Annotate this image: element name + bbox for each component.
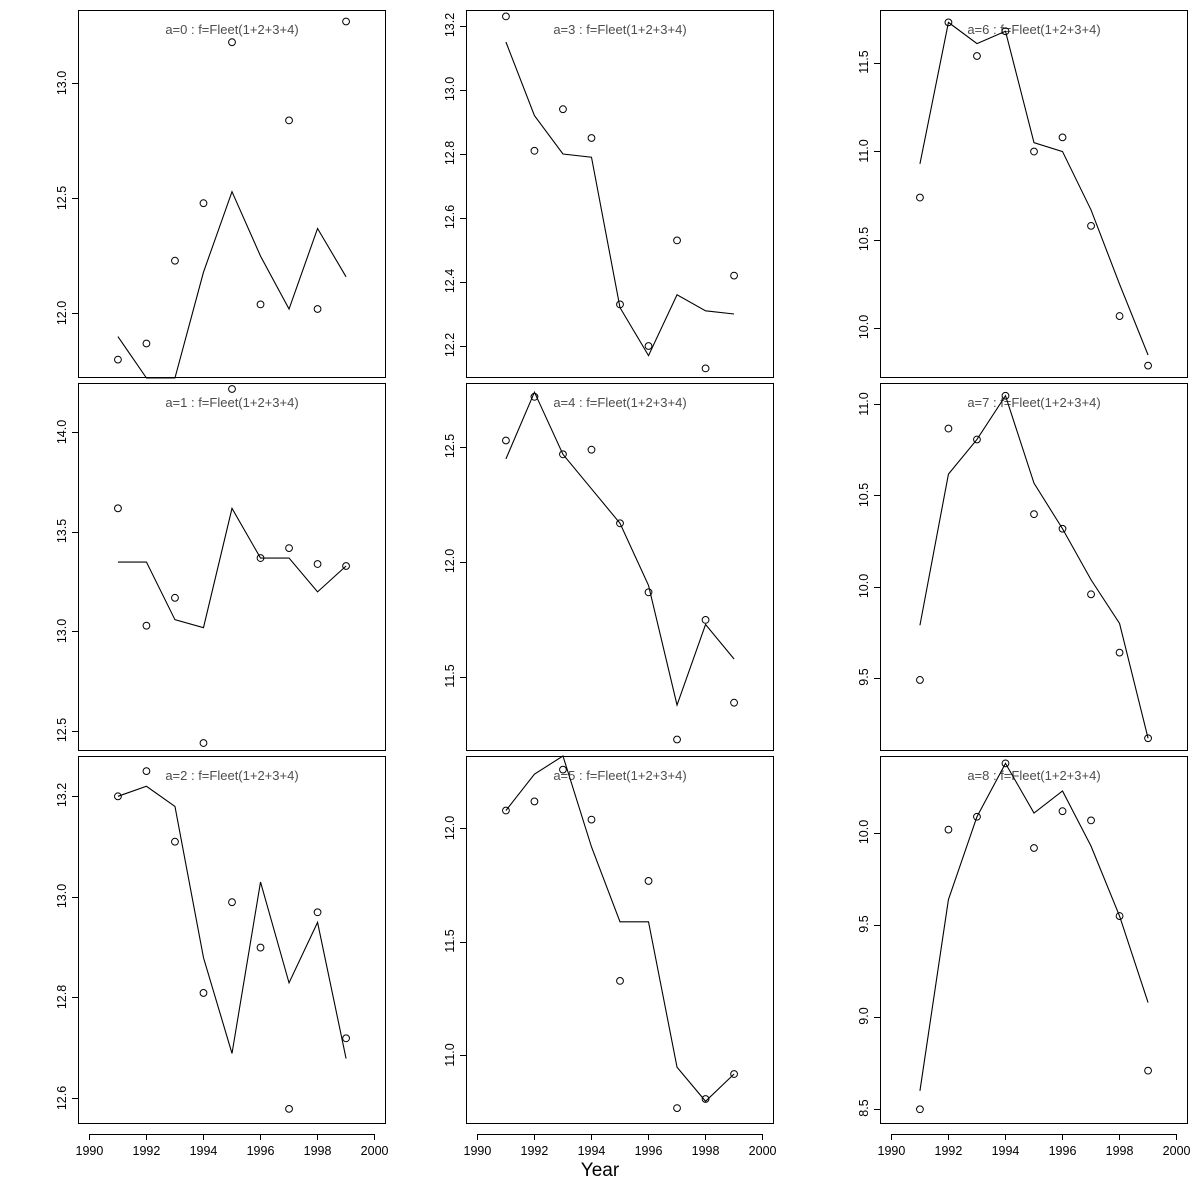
y-tick-label: 11.5 — [443, 664, 457, 689]
y-tick-label: 13.5 — [55, 519, 69, 544]
x-tick-label: 1992 — [934, 1144, 963, 1158]
x-tick-label: 1994 — [577, 1144, 606, 1158]
y-tick-label: 10.5 — [857, 482, 871, 508]
observed-point — [1031, 845, 1038, 852]
y-tick-label: 11.0 — [443, 1043, 457, 1067]
x-tick-label: 1998 — [1105, 1144, 1134, 1158]
observed-point — [1088, 817, 1095, 824]
x-tick-label: 1992 — [132, 1144, 161, 1158]
observed-point — [1059, 808, 1066, 815]
observed-point — [917, 1106, 924, 1113]
x-tick-label: 1990 — [75, 1144, 104, 1158]
observed-point — [1145, 1067, 1152, 1074]
panel-title: a=6 : f=Fleet(1+2+3+4) — [967, 22, 1101, 37]
y-tick-label: 13.2 — [443, 12, 457, 38]
y-tick-label: 10.5 — [857, 226, 871, 252]
y-tick-label: 11.0 — [857, 392, 871, 416]
x-axis-label: Year — [580, 1160, 620, 1181]
x-tick-label: 2000 — [1162, 1144, 1191, 1158]
x-tick-label: 1998 — [303, 1144, 332, 1158]
y-tick-label: 12.8 — [55, 984, 69, 1010]
fitted-line — [920, 763, 1148, 1091]
y-tick-label: 14.0 — [55, 419, 69, 444]
x-tick-label: 1996 — [634, 1144, 663, 1158]
y-tick-label: 12.2 — [443, 332, 457, 358]
y-tick-label: 13.0 — [443, 76, 457, 102]
y-tick-label: 12.0 — [55, 300, 69, 325]
y-tick-label: 10.0 — [857, 820, 871, 845]
y-tick-label: 12.5 — [55, 717, 69, 743]
y-tick-label: 12.8 — [443, 140, 457, 166]
y-tick-label: 12.0 — [443, 549, 457, 574]
x-tick-label: 2000 — [360, 1144, 389, 1158]
x-tick-label: 1994 — [189, 1144, 218, 1158]
y-tick-label: 8.5 — [857, 1099, 871, 1117]
x-tick-label: 1994 — [991, 1144, 1020, 1158]
x-tick-label: 1996 — [246, 1144, 275, 1158]
panel-title: a=1 : f=Fleet(1+2+3+4) — [165, 395, 299, 410]
y-tick-label: 10.0 — [857, 573, 871, 599]
y-tick-label: 11.5 — [857, 50, 871, 74]
y-tick-label: 12.4 — [443, 268, 457, 294]
y-tick-label: 9.5 — [857, 915, 871, 933]
y-tick-label: 13.0 — [55, 70, 69, 95]
y-tick-label: 13.2 — [55, 783, 69, 808]
panel-title: a=7 : f=Fleet(1+2+3+4) — [967, 395, 1101, 410]
y-tick-label: 12.6 — [55, 1085, 69, 1110]
panel-title: a=4 : f=Fleet(1+2+3+4) — [553, 395, 687, 410]
y-tick-label: 13.0 — [55, 883, 69, 909]
x-tick-label: 1992 — [520, 1144, 549, 1158]
y-tick-label: 12.5 — [55, 185, 69, 210]
panel-title: a=0 : f=Fleet(1+2+3+4) — [165, 22, 299, 37]
y-tick-label: 12.6 — [443, 204, 457, 230]
x-tick-label: 1998 — [691, 1144, 720, 1158]
panel-title: a=5 : f=Fleet(1+2+3+4) — [553, 768, 687, 783]
x-tick-label: 2000 — [748, 1144, 777, 1158]
x-tick-label: 1996 — [1048, 1144, 1077, 1158]
observed-point — [945, 826, 952, 833]
y-tick-label: 13.0 — [55, 618, 69, 643]
x-tick-label: 1990 — [877, 1144, 906, 1158]
panel-title: a=2 : f=Fleet(1+2+3+4) — [165, 768, 299, 783]
panel-title: a=8 : f=Fleet(1+2+3+4) — [967, 768, 1101, 783]
y-tick-label: 9.0 — [857, 1007, 871, 1025]
y-tick-label: 12.5 — [443, 434, 457, 459]
y-tick-label: 9.5 — [857, 668, 871, 686]
y-tick-label: 11.5 — [443, 929, 457, 953]
y-tick-label: 10.0 — [857, 315, 871, 340]
y-tick-label: 12.0 — [443, 815, 457, 840]
x-tick-label: 1990 — [463, 1144, 492, 1158]
panel-title: a=3 : f=Fleet(1+2+3+4) — [553, 22, 687, 37]
y-tick-label: 11.0 — [857, 138, 871, 163]
